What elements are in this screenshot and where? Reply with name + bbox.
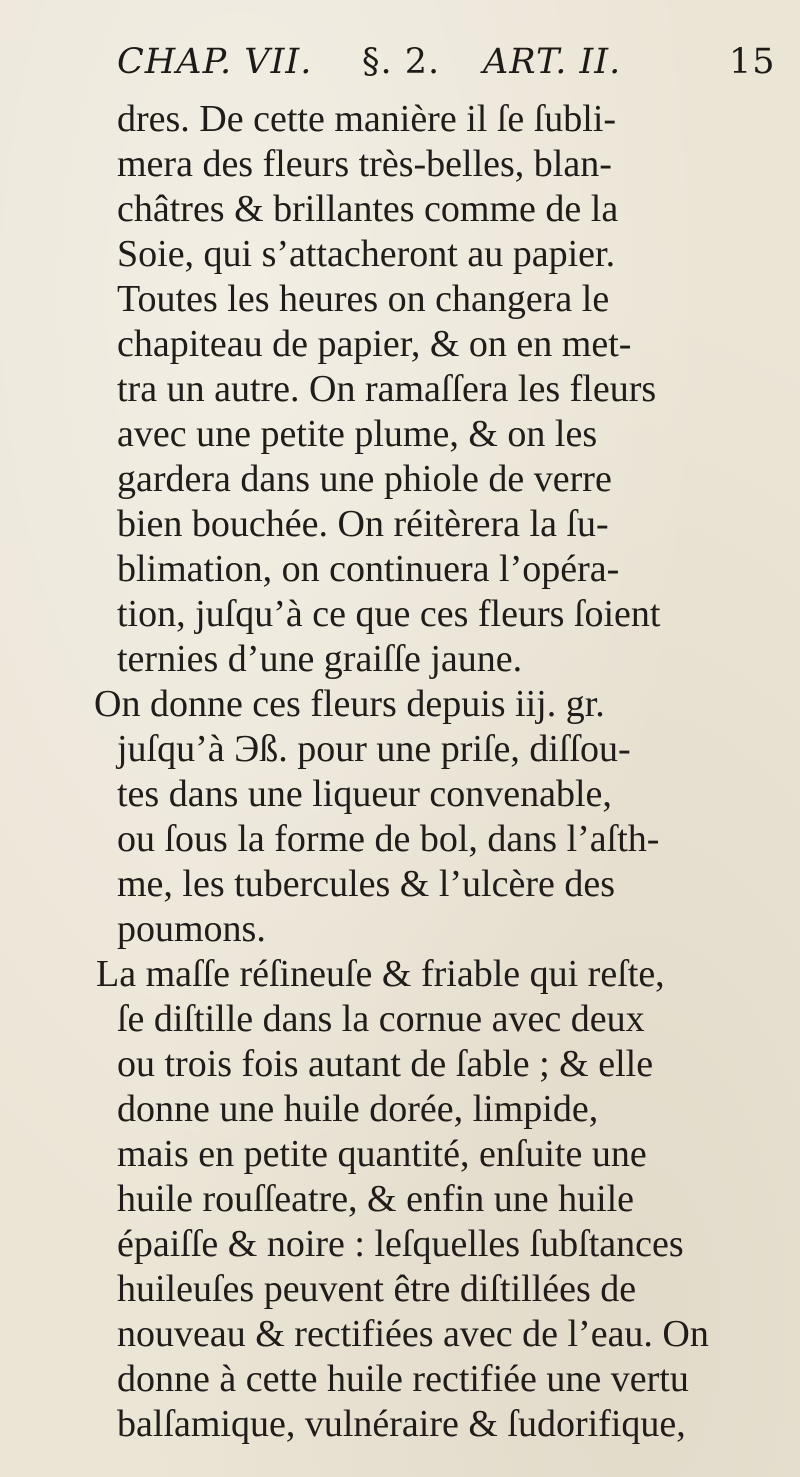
text-line: chapiteau de papier, & on en met- [117,323,632,365]
paragraph-start-line: On donne ces fleurs depuis iij. gr. [94,683,605,725]
text-line: mais en petite quantité, enſuite une [117,1133,647,1175]
text-line: châtres & brillantes comme de la [117,188,619,230]
text-line: dres. De cette manière il ſe ſubli- [117,98,617,140]
text-line: Soie, qui s’attacheront au papier. [117,233,616,275]
text-line: juſqu’à Эß. pour une priſe, diſſou- [117,728,631,770]
text-line: blimation, on continuera l’opéra- [117,548,620,590]
text-line: poumons. [117,908,266,950]
section-marker: §. 2. [362,42,441,82]
text-line: ou trois fois autant de ſable ; & elle [117,1043,654,1085]
body-text [0,96,800,1456]
chapter-heading: CHAP. VII. [117,42,313,82]
text-line: ternies d’une graiſſe jaune. [117,638,523,680]
text-line: ſe diſtille dans la cornue avec deux [117,998,645,1040]
text-line: avec une petite plume, & on les [117,413,598,455]
paragraph-start-line: La maſſe réſineuſe & friable qui reſte, [96,953,665,995]
text-line: tes dans une liqueur convenable, [117,773,612,815]
text-line: Toutes les heures on changera le [117,278,610,320]
text-line: tra un autre. On ramaſſera les fleurs [117,368,657,410]
text-line: huileuſes peuvent être diſtillées de [117,1268,637,1310]
text-line: bien bouchée. On réitèrera la ſu- [117,503,609,545]
article-heading: ART. II. [483,42,622,82]
page-number: 15 [729,42,776,82]
text-line: tion, juſqu’à ce que ces fleurs ſoient [117,593,661,635]
text-line: ou ſous la forme de bol, dans l’aſth- [117,818,660,860]
text-line: donne une huile dorée, limpide, [117,1088,599,1130]
text-line: huile rouſſeatre, & enfin une huile [117,1178,635,1220]
running-head [117,42,776,102]
text-line: nouveau & rectifiées avec de l’eau. On [117,1313,709,1355]
text-line: balſamique, vulnéraire & ſudorifique, [117,1403,686,1445]
text-line: me, les tubercules & l’ulcère des [117,863,616,905]
text-line: épaiſſe & noire : leſquelles ſubſtances [117,1223,684,1265]
text-line: gardera dans une phiole de verre [117,458,612,500]
text-line: donne à cette huile rectifiée une vertu [117,1358,689,1400]
text-line: mera des fleurs très-belles, blan- [117,143,612,185]
